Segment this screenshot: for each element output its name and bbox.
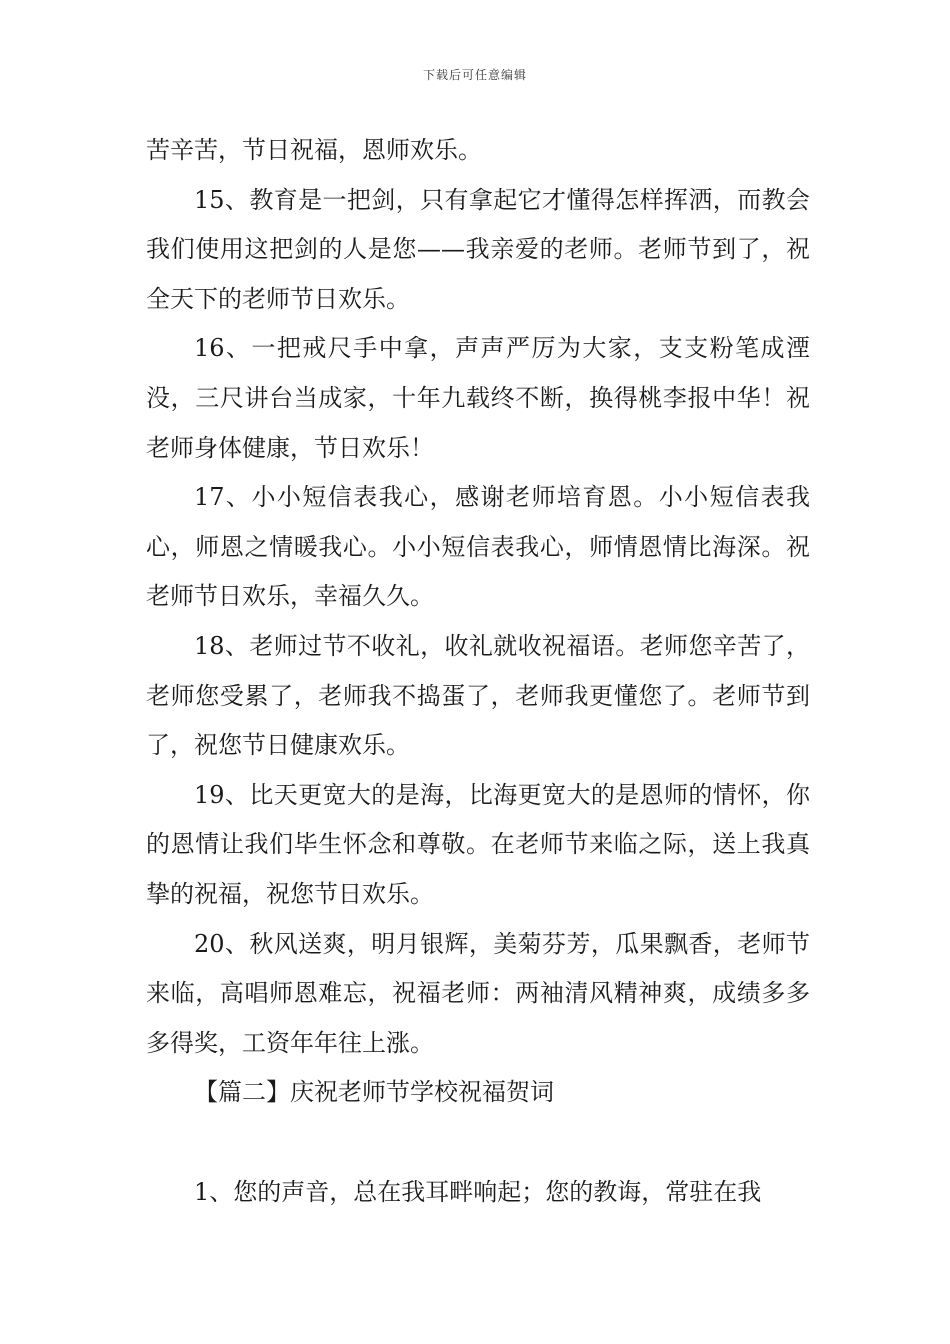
paragraph-item-17: 17、小小短信表我心，感谢老师培育恩。小小短信表我心，师恩之情暖我心。小小短信表我心，师情恩情比海深。祝老师节日欢乐，幸福久久。 <box>146 483 810 611</box>
paragraph-item-16: 16、一把戒尺手中拿，声声严厉为大家，支支粉笔成湮没，三尺讲台当成家，十年九载终不断，换得桃李报中华！祝老师身体健康，节日欢乐！ <box>146 334 810 462</box>
page-header: 下载后可任意编辑 <box>422 68 527 82</box>
section-gap <box>146 1118 810 1168</box>
paragraph-item-19: 19、比天更宽大的是海，比海更宽大的是恩师的情怀，你的恩情让我们毕生怀念和尊敬。在老师节来临之际，送上我真挚的祝福，祝您节日欢乐。 <box>146 780 810 908</box>
section-heading: 【篇二】庆祝老师节学校祝福贺词 <box>194 1078 554 1107</box>
paragraph-item-18: 18、老师过节不收礼，收礼就收祝福语。老师您辛苦了，老师您受累了，老师我不捣蛋了，老师我更懂您了。老师节到了，祝您节日健康欢乐。 <box>146 631 810 760</box>
paragraph-section-item-1: 1、您的声音，总在我耳畔响起；您的教诲，常驻在我 <box>194 1177 762 1206</box>
paragraph-item-15: 15、教育是一把剑，只有拿起它才懂得怎样挥洒，而教会我们使用这把剑的人是您——我亲爱的老师。老师节到了，祝全天下的老师节日欢乐。 <box>146 185 810 313</box>
paragraph-item-20: 20、秋风送爽，明月银辉，美菊芬芳，瓜果飘香，老师节来临，高唱师恩难忘，祝福老师：两袖清风精神爽，成绩多多多得奖，工资年年往上涨。 <box>146 929 810 1057</box>
document-body <box>146 126 810 1217</box>
paragraph-continuation: 苦辛苦，节日祝福，恩师欢乐。 <box>146 136 482 164</box>
